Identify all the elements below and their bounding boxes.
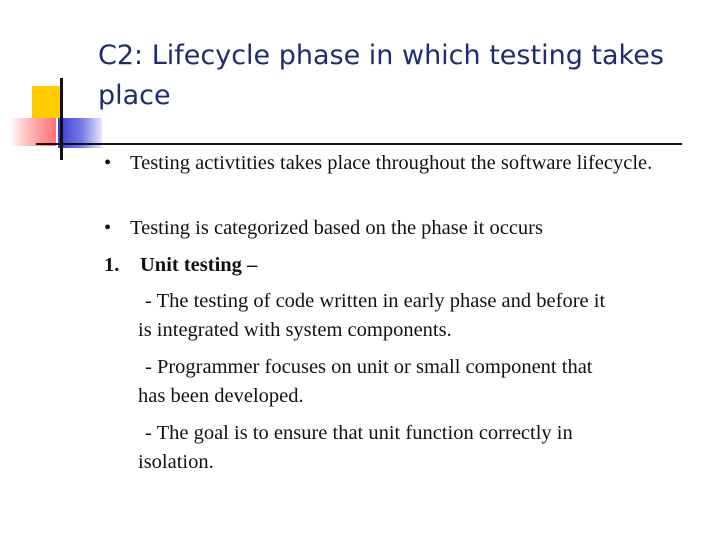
sub-point-line: - Programmer focuses on unit or small component that <box>145 356 593 378</box>
bullet-item-1 <box>104 149 694 178</box>
title-underline <box>36 143 682 145</box>
sub-point-2 <box>138 353 694 411</box>
sub-point-line: is integrated with system components. <box>138 319 452 341</box>
number-marker: 1. <box>104 254 120 276</box>
decorative-pink-gradient-block <box>10 118 56 146</box>
bullet-marker: • <box>104 217 112 239</box>
numbered-heading: Unit testing – <box>140 254 258 276</box>
bullet-item-2 <box>104 214 694 243</box>
sub-point-line: has been developed. <box>138 385 304 407</box>
sub-point-line: - The goal is to ensure that unit function correctly in <box>145 422 573 444</box>
sub-point-line: isolation. <box>138 451 214 473</box>
slide-title: C2: Lifecycle phase in which testing takes place <box>98 40 664 111</box>
bullet-text: Testing is categorized based on the phase it occurs <box>130 217 543 239</box>
bullet-text: Testing activtities takes place throughout the software lifecycle. <box>130 152 653 174</box>
numbered-item-1 <box>104 251 694 280</box>
decorative-vertical-line <box>60 78 63 160</box>
sub-point-3 <box>138 419 694 477</box>
bullet-marker: • <box>104 152 112 174</box>
decorative-yellow-square <box>32 86 62 118</box>
sub-point-1 <box>138 287 694 345</box>
sub-point-line: - The testing of code written in early phase and before it <box>145 290 606 312</box>
